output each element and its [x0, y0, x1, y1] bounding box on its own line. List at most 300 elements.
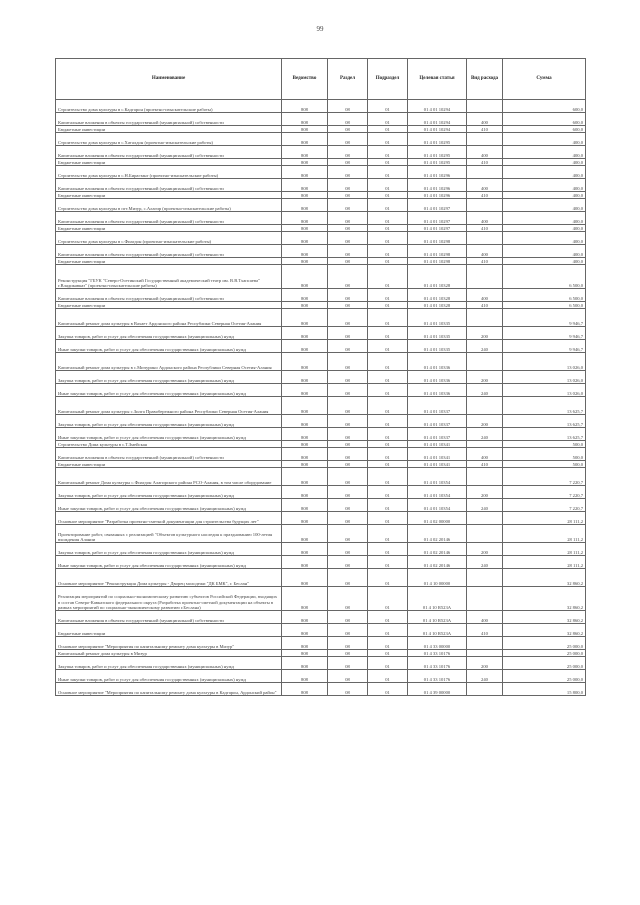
cell-expense: 240 [467, 428, 503, 441]
cell-subsection: 01 [368, 289, 408, 302]
cell-section: 08 [328, 258, 368, 265]
cell-amount: 500,0 [503, 441, 586, 448]
cell-ministry: 808 [282, 232, 328, 245]
cell-subsection: 01 [368, 461, 408, 468]
cell-amount: 25 000,0 [503, 650, 586, 657]
table-row [56, 258, 586, 265]
cell-name: Бюджетные инвестиции [56, 126, 282, 133]
cell-section: 08 [328, 486, 368, 499]
cell-name: Капитальный ремонт дома культуры в с.Мичурино Ардонского района Республики Северная Осетия-Алания [56, 353, 282, 371]
cell-name: Реконструкция "ГБУК "Северо-Осетинский Государственный академический театр им. В.В.Тхапсаева" г.Владикавказ" (проектно-изыскательские работы) [56, 265, 282, 289]
cell-expense: 410 [467, 192, 503, 199]
cell-expense: 200 [467, 486, 503, 499]
cell-name: Основное мероприятие "Реконструкция Дома культуры - Дворец молодежи "ДК БМК", г. Беслан" [56, 569, 282, 587]
cell-amount: 9 946,7 [503, 340, 586, 353]
cell-expense: 240 [467, 384, 503, 397]
cell-section: 08 [328, 384, 368, 397]
cell-ministry: 808 [282, 587, 328, 611]
cell-ministry: 808 [282, 397, 328, 415]
cell-target: 01 4 01 10298 [408, 232, 467, 245]
cell-name: Капитальный ремонт дома культуры в Мизур [56, 650, 282, 657]
cell-name: Капитальные вложения в объекты государственной (муниципальной) собственности [56, 289, 282, 302]
cell-expense [467, 199, 503, 212]
cell-subsection: 01 [368, 146, 408, 159]
cell-expense: 410 [467, 159, 503, 166]
cell-expense: 240 [467, 499, 503, 512]
cell-amount: 9 946,7 [503, 309, 586, 327]
cell-subsection: 01 [368, 166, 408, 179]
cell-subsection: 01 [368, 468, 408, 486]
cell-name: Строительство дома культуры в с.Хаталдон (проектно-изыскательские работы) [56, 133, 282, 146]
cell-target: 01 4 01 10297 [408, 225, 467, 232]
cell-ministry: 808 [282, 159, 328, 166]
cell-subsection: 01 [368, 448, 408, 461]
table-row [56, 441, 586, 448]
cell-section: 08 [328, 556, 368, 569]
cell-name: Закупка товаров, работ и услуг для обеспечения государственных (муниципальных) нужд [56, 327, 282, 340]
cell-amount: 400,0 [503, 146, 586, 159]
table-row [56, 179, 586, 192]
cell-ministry: 808 [282, 100, 328, 113]
cell-target: 01 4 01 10354 [408, 486, 467, 499]
cell-ministry: 808 [282, 265, 328, 289]
cell-expense: 400 [467, 113, 503, 126]
cell-amount: 32 860,2 [503, 587, 586, 611]
cell-name: Проектирование работ, связанных с реализацией "Объектов культурного наследия к празднованию 100-летия вхождения Алании [56, 525, 282, 543]
cell-amount: 500,0 [503, 448, 586, 461]
cell-section: 08 [328, 428, 368, 441]
cell-target: 01 4 01 10335 [408, 340, 467, 353]
cell-ministry: 808 [282, 289, 328, 302]
column-header-subsection: Подраздел [368, 59, 408, 100]
cell-target: 01 4 01 10294 [408, 113, 467, 126]
cell-ministry: 808 [282, 461, 328, 468]
cell-subsection: 01 [368, 302, 408, 309]
cell-ministry: 808 [282, 556, 328, 569]
cell-amount: 400,0 [503, 166, 586, 179]
cell-name: Основное мероприятие "Мероприятия по капитальному ремонту дома культуры в Кадгарон, Ардонский район" [56, 683, 282, 696]
cell-ministry: 808 [282, 611, 328, 624]
cell-name: Закупка товаров, работ и услуг для обеспечения государственных (муниципальных) нужд [56, 371, 282, 384]
cell-expense [467, 650, 503, 657]
cell-name: Иные закупки товаров, работ и услуг для обеспечения государственных (муниципальных) нужд [56, 340, 282, 353]
cell-target: 01 4 01 10336 [408, 371, 467, 384]
cell-ministry: 808 [282, 428, 328, 441]
cell-expense: 200 [467, 657, 503, 670]
cell-expense: 400 [467, 146, 503, 159]
cell-section: 08 [328, 133, 368, 146]
cell-name: Закупка товаров, работ и услуг для обеспечения государственных (муниципальных) нужд [56, 657, 282, 670]
cell-ministry: 808 [282, 569, 328, 587]
cell-target: 01 4 01 10296 [408, 192, 467, 199]
cell-amount: 400,0 [503, 179, 586, 192]
cell-amount: 28 111,2 [503, 525, 586, 543]
cell-amount: 400,0 [503, 225, 586, 232]
cell-section: 08 [328, 309, 368, 327]
cell-name: Бюджетные инвестиции [56, 159, 282, 166]
cell-ministry: 808 [282, 486, 328, 499]
table-row [56, 611, 586, 624]
cell-subsection: 01 [368, 113, 408, 126]
column-header-section: Раздел [328, 59, 368, 100]
column-header-name: Наименование [56, 59, 282, 100]
cell-name: Иные закупки товаров, работ и услуг для обеспечения государственных (муниципальных) нужд [56, 670, 282, 683]
cell-subsection: 01 [368, 637, 408, 650]
table-header-row [56, 59, 586, 100]
table-row [56, 353, 586, 371]
cell-subsection: 01 [368, 569, 408, 587]
cell-subsection: 01 [368, 624, 408, 637]
cell-ministry: 808 [282, 353, 328, 371]
cell-target: 01 4 33 10176 [408, 670, 467, 683]
cell-amount: 32 860,2 [503, 624, 586, 637]
cell-section: 08 [328, 371, 368, 384]
cell-expense [467, 512, 503, 525]
cell-section: 08 [328, 179, 368, 192]
cell-section: 08 [328, 441, 368, 448]
cell-amount: 600,0 [503, 113, 586, 126]
cell-ministry: 808 [282, 657, 328, 670]
cell-target: 01 4 01 10341 [408, 448, 467, 461]
cell-target: 01 4 01 10336 [408, 384, 467, 397]
cell-expense: 240 [467, 670, 503, 683]
cell-amount: 6 500,0 [503, 302, 586, 309]
cell-ministry: 808 [282, 624, 328, 637]
cell-name: Иные закупки товаров, работ и услуг для обеспечения государственных (муниципальных) нужд [56, 384, 282, 397]
cell-section: 08 [328, 624, 368, 637]
cell-target: 01 4 01 10354 [408, 499, 467, 512]
cell-target: 01 4 01 10337 [408, 428, 467, 441]
cell-ministry: 808 [282, 670, 328, 683]
table-row [56, 670, 586, 683]
table-row [56, 525, 586, 543]
cell-ministry: 808 [282, 133, 328, 146]
cell-section: 08 [328, 302, 368, 309]
cell-subsection: 01 [368, 133, 408, 146]
table-row [56, 192, 586, 199]
cell-target: 01 4 01 10294 [408, 100, 467, 113]
cell-target: 01 4 02 20146 [408, 525, 467, 543]
cell-target: 01 4 33 00000 [408, 637, 467, 650]
cell-target: 01 4 01 10294 [408, 126, 467, 133]
table-row [56, 212, 586, 225]
cell-expense: 410 [467, 461, 503, 468]
cell-amount: 28 111,2 [503, 556, 586, 569]
cell-ministry: 808 [282, 166, 328, 179]
cell-target: 01 4 10 R523А [408, 611, 467, 624]
cell-ministry: 808 [282, 179, 328, 192]
table-row [56, 428, 586, 441]
table-row [56, 556, 586, 569]
cell-subsection: 01 [368, 657, 408, 670]
cell-section: 08 [328, 611, 368, 624]
cell-ministry: 808 [282, 384, 328, 397]
cell-subsection: 01 [368, 428, 408, 441]
cell-ministry: 808 [282, 146, 328, 159]
cell-expense [467, 637, 503, 650]
cell-target: 01 4 01 10335 [408, 309, 467, 327]
cell-section: 08 [328, 670, 368, 683]
cell-subsection: 01 [368, 179, 408, 192]
table-row [56, 232, 586, 245]
cell-amount: 7 220,7 [503, 499, 586, 512]
table-row [56, 146, 586, 159]
table-row [56, 543, 586, 556]
table-row [56, 650, 586, 657]
cell-expense: 200 [467, 543, 503, 556]
cell-name: Закупка товаров, работ и услуг для обеспечения государственных (муниципальных) нужд [56, 415, 282, 428]
cell-name: Капитальные вложения в объекты государственной (муниципальной) собственности [56, 113, 282, 126]
cell-name: Иные закупки товаров, работ и услуг для обеспечения государственных (муниципальных) нужд [56, 428, 282, 441]
cell-amount: 400,0 [503, 199, 586, 212]
cell-amount: 13 625,7 [503, 397, 586, 415]
cell-target: 01 4 01 10354 [408, 468, 467, 486]
table-row [56, 327, 586, 340]
table-row [56, 340, 586, 353]
cell-expense: 200 [467, 415, 503, 428]
table-row [56, 486, 586, 499]
cell-subsection: 01 [368, 384, 408, 397]
cell-section: 08 [328, 289, 368, 302]
cell-amount: 400,0 [503, 192, 586, 199]
cell-amount: 13 026,0 [503, 353, 586, 371]
cell-expense [467, 133, 503, 146]
table-row [56, 371, 586, 384]
cell-subsection: 01 [368, 611, 408, 624]
cell-amount: 400,0 [503, 245, 586, 258]
cell-target: 01 4 02 20146 [408, 556, 467, 569]
cell-target: 01 4 01 10341 [408, 461, 467, 468]
cell-ministry: 808 [282, 543, 328, 556]
table-row [56, 133, 586, 146]
cell-subsection: 01 [368, 441, 408, 448]
cell-target: 01 4 01 10297 [408, 212, 467, 225]
cell-expense: 400 [467, 448, 503, 461]
cell-name: Бюджетные инвестиции [56, 461, 282, 468]
table-row [56, 126, 586, 133]
cell-subsection: 01 [368, 371, 408, 384]
table-row [56, 448, 586, 461]
cell-name: Строительство дома культуры в с.Кадгарон (проектно-изыскательские работы) [56, 100, 282, 113]
table-row [56, 265, 586, 289]
cell-subsection: 01 [368, 258, 408, 265]
cell-name: Закупка товаров, работ и услуг для обеспечения государственных (муниципальных) нужд [56, 486, 282, 499]
cell-subsection: 01 [368, 556, 408, 569]
cell-ministry: 808 [282, 683, 328, 696]
cell-name: Капитальные вложения в объекты государственной (муниципальной) собственности [56, 212, 282, 225]
cell-ministry: 808 [282, 225, 328, 232]
cell-amount: 9 946,7 [503, 327, 586, 340]
cell-target: 01 4 01 10341 [408, 441, 467, 448]
cell-section: 08 [328, 587, 368, 611]
cell-name: Капитальные вложения в объекты государственной (муниципальной) собственности [56, 146, 282, 159]
cell-target: 01 4 01 10298 [408, 245, 467, 258]
cell-expense: 400 [467, 289, 503, 302]
cell-amount: 6 500,0 [503, 265, 586, 289]
cell-name: Иные закупки товаров, работ и услуг для обеспечения государственных (муниципальных) нужд [56, 499, 282, 512]
cell-ministry: 808 [282, 327, 328, 340]
table-row [56, 113, 586, 126]
cell-name: Бюджетные инвестиции [56, 225, 282, 232]
cell-section: 08 [328, 512, 368, 525]
cell-target: 01 4 01 10328 [408, 302, 467, 309]
cell-expense: 410 [467, 258, 503, 265]
cell-amount: 7 220,7 [503, 468, 586, 486]
cell-section: 08 [328, 113, 368, 126]
cell-amount: 500,0 [503, 461, 586, 468]
cell-amount: 28 111,2 [503, 543, 586, 556]
cell-subsection: 01 [368, 192, 408, 199]
cell-ministry: 808 [282, 468, 328, 486]
cell-subsection: 01 [368, 309, 408, 327]
table-row [56, 657, 586, 670]
cell-target: 01 4 01 10298 [408, 258, 467, 265]
table-row [56, 637, 586, 650]
column-header-target: Целевая статья [408, 59, 467, 100]
cell-section: 08 [328, 126, 368, 133]
cell-section: 08 [328, 683, 368, 696]
cell-section: 08 [328, 100, 368, 113]
cell-expense [467, 468, 503, 486]
cell-expense [467, 166, 503, 179]
cell-name: Реализация мероприятий по социально-экономическому развитию субъектов Российской Федерации, входящих в состав Северо-Кавказского федерального округа (Разработка проектно-сметной документации на объекты в рамках мероприятий по социально-экономическому развитию г.Беслана) [56, 587, 282, 611]
cell-target: 01 4 01 10335 [408, 327, 467, 340]
cell-target: 01 4 01 10295 [408, 159, 467, 166]
cell-expense: 410 [467, 225, 503, 232]
cell-section: 08 [328, 448, 368, 461]
cell-amount: 13 625,7 [503, 428, 586, 441]
cell-amount: 6 500,0 [503, 289, 586, 302]
cell-subsection: 01 [368, 397, 408, 415]
cell-subsection: 01 [368, 650, 408, 657]
cell-ministry: 808 [282, 199, 328, 212]
cell-name: Бюджетные инвестиции [56, 192, 282, 199]
cell-subsection: 01 [368, 159, 408, 166]
cell-amount: 7 220,7 [503, 486, 586, 499]
cell-section: 08 [328, 650, 368, 657]
cell-ministry: 808 [282, 113, 328, 126]
cell-ministry: 808 [282, 441, 328, 448]
cell-amount: 600,0 [503, 126, 586, 133]
cell-ministry: 808 [282, 525, 328, 543]
cell-expense: 400 [467, 245, 503, 258]
table-row [56, 225, 586, 232]
cell-expense [467, 353, 503, 371]
cell-expense [467, 441, 503, 448]
column-header-amount: Сумма [503, 59, 586, 100]
cell-subsection: 01 [368, 126, 408, 133]
cell-subsection: 01 [368, 225, 408, 232]
cell-name: Закупка товаров, работ и услуг для обеспечения государственных (муниципальных) нужд [56, 543, 282, 556]
cell-section: 08 [328, 397, 368, 415]
table-row [56, 309, 586, 327]
cell-expense: 200 [467, 327, 503, 340]
cell-expense [467, 587, 503, 611]
table-row [56, 624, 586, 637]
cell-name: Бюджетные инвестиции [56, 624, 282, 637]
cell-name: Капитальный ремонт Дома культуры с.Фиагдон Алагирского района РСО-Алания, в том числе оборудование [56, 468, 282, 486]
cell-ministry: 808 [282, 512, 328, 525]
cell-expense [467, 569, 503, 587]
table-row [56, 166, 586, 179]
cell-name: Капитальные вложения в объекты государственной (муниципальной) собственности [56, 448, 282, 461]
table-row [56, 415, 586, 428]
cell-target: 01 4 10 00000 [408, 569, 467, 587]
table-body [56, 100, 586, 696]
cell-expense: 400 [467, 179, 503, 192]
cell-section: 08 [328, 146, 368, 159]
cell-target: 01 4 01 10296 [408, 166, 467, 179]
cell-expense: 240 [467, 556, 503, 569]
table-row [56, 512, 586, 525]
table-row [56, 468, 586, 486]
cell-subsection: 01 [368, 415, 408, 428]
cell-ministry: 808 [282, 258, 328, 265]
cell-subsection: 01 [368, 486, 408, 499]
cell-name: Строительство дома культуры в с.Фиагдон (проектно-изыскательские работы) [56, 232, 282, 245]
column-header-expense: Вид расхода [467, 59, 503, 100]
cell-subsection: 01 [368, 512, 408, 525]
table-row [56, 289, 586, 302]
cell-subsection: 01 [368, 245, 408, 258]
table-row [56, 587, 586, 611]
cell-section: 08 [328, 637, 368, 650]
table-row [56, 302, 586, 309]
cell-amount: 32 860,2 [503, 611, 586, 624]
cell-section: 08 [328, 353, 368, 371]
cell-ministry: 808 [282, 448, 328, 461]
cell-section: 08 [328, 232, 368, 245]
cell-subsection: 01 [368, 543, 408, 556]
cell-expense: 410 [467, 302, 503, 309]
cell-amount: 28 111,2 [503, 512, 586, 525]
cell-ministry: 808 [282, 126, 328, 133]
cell-name: Основное мероприятие "Мероприятия по капитальному ремонту дома культуры в Мизур" [56, 637, 282, 650]
cell-expense: 410 [467, 624, 503, 637]
cell-section: 08 [328, 212, 368, 225]
cell-amount: 600,0 [503, 100, 586, 113]
cell-amount: 15 800,0 [503, 683, 586, 696]
table-row [56, 499, 586, 512]
cell-amount: 400,0 [503, 258, 586, 265]
table-row [56, 683, 586, 696]
table-row [56, 199, 586, 212]
cell-amount: 400,0 [503, 159, 586, 166]
cell-ministry: 808 [282, 245, 328, 258]
cell-subsection: 01 [368, 353, 408, 371]
cell-section: 08 [328, 245, 368, 258]
cell-expense [467, 525, 503, 543]
cell-name: Капитальные вложения в объекты государственной (муниципальной) собственности [56, 179, 282, 192]
cell-amount: 400,0 [503, 212, 586, 225]
cell-name: Капитальный ремонт дома культуры с.Зилга Правобережного района Республики Северная Осетия-Алания [56, 397, 282, 415]
cell-ministry: 808 [282, 309, 328, 327]
cell-expense [467, 265, 503, 289]
cell-ministry: 808 [282, 637, 328, 650]
cell-name: Бюджетные инвестиции [56, 258, 282, 265]
cell-subsection: 01 [368, 340, 408, 353]
cell-name: Строительство Дома культуры в с.Т.Змейская [56, 441, 282, 448]
cell-section: 08 [328, 225, 368, 232]
cell-amount: 400,0 [503, 232, 586, 245]
cell-section: 08 [328, 461, 368, 468]
cell-expense: 400 [467, 212, 503, 225]
cell-section: 08 [328, 340, 368, 353]
cell-section: 08 [328, 166, 368, 179]
cell-subsection: 01 [368, 265, 408, 289]
cell-subsection: 01 [368, 587, 408, 611]
cell-subsection: 01 [368, 100, 408, 113]
